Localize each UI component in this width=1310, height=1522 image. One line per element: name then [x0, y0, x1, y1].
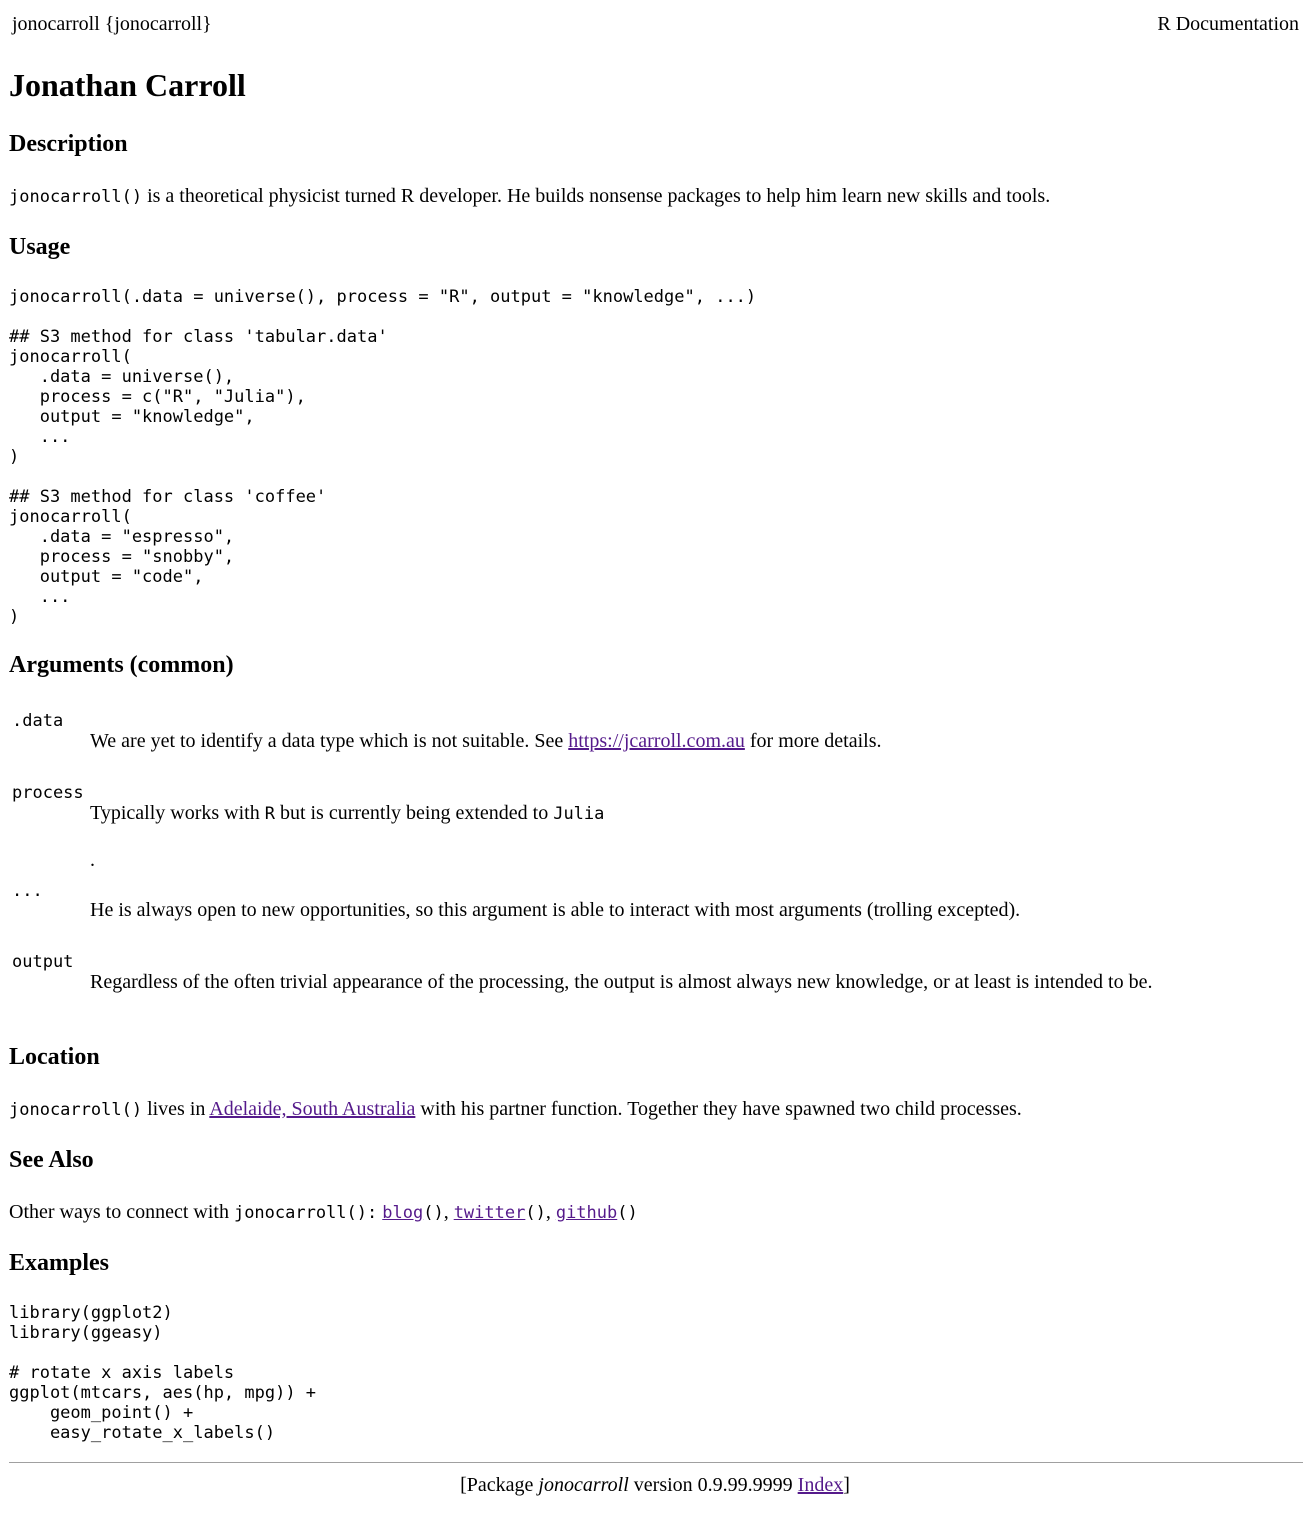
see-also-sep-2: ,	[545, 1201, 556, 1223]
header-r-documentation: R Documentation	[1157, 13, 1299, 35]
header-topic: jonocarroll {jonocarroll}	[12, 13, 212, 35]
arg-desc-process-dot: .	[90, 849, 95, 871]
description-code: jonocarroll()	[9, 187, 143, 207]
jcarroll-link[interactable]: https://jcarroll.com.au	[568, 730, 745, 752]
location-text	[9, 1098, 1022, 1121]
examples-code-block: library(ggplot2) library(ggeasy) # rotate x axis labels ggplot(mtcars, aes(hp, mpg)) + geom_point() + easy_rotate_x_labels()	[9, 1303, 317, 1443]
description-body: is a theoretical physicist turned R developer. He builds nonsense packages to help him learn new skills and tools.	[142, 185, 1051, 207]
see-also-text	[9, 1201, 638, 1224]
footer-close: ]	[843, 1474, 850, 1496]
github-parens: ()	[617, 1203, 638, 1223]
adelaide-link[interactable]: Adelaide, South Australia	[209, 1098, 416, 1120]
footer	[0, 1474, 1310, 1497]
arg-desc-process-code-julia: Julia	[553, 804, 605, 824]
location-text-before: lives in	[142, 1098, 210, 1120]
blog-link[interactable]: blog	[382, 1203, 424, 1223]
usage-code-block: jonocarroll(.data = universe(), process = "R", output = "knowledge", ...) ## S3 method for class 'tabular.data' jonocarroll( .data = universe(), process = c("R", "Julia"), output = "knowledge", ... ) ## S3 method for class 'coffee' jonocarroll( .data = "espresso", process = "snobby", output = "code", ... )	[9, 287, 757, 627]
page-title: Jonathan Carroll	[9, 67, 246, 103]
arg-desc-dots: He is always open to new opportunities, so this argument is able to interact with most arguments (trolling excepted).	[90, 899, 1021, 921]
location-code: jonocarroll()	[9, 1100, 143, 1120]
arguments-heading: Arguments (common)	[9, 652, 234, 678]
footer-divider	[9, 1462, 1303, 1463]
footer-package-name: jonocarroll	[538, 1474, 629, 1496]
location-heading: Location	[9, 1044, 100, 1070]
see-also-heading: See Also	[9, 1147, 94, 1173]
arg-desc-process-text-2: but is currently being extended to	[274, 802, 554, 824]
arg-desc-output: Regardless of the often trivial appearance of the processing, the output is almost always new knowledge, or at least is intended to be.	[90, 971, 1153, 993]
examples-heading: Examples	[9, 1250, 110, 1276]
footer-version: version 0.9.99.9999	[628, 1474, 798, 1496]
arg-name-output: output	[12, 952, 74, 972]
arg-desc-data-before: We are yet to identify a data type which is not suitable. See	[90, 730, 569, 752]
arg-desc-data-after: for more details.	[744, 730, 882, 752]
description-heading: Description	[9, 131, 128, 157]
footer-open: [Package	[460, 1474, 539, 1496]
see-also-intro: Other ways to connect with	[9, 1201, 234, 1223]
github-link[interactable]: github	[555, 1203, 618, 1223]
blog-parens: ()	[423, 1203, 444, 1223]
arg-desc-data	[90, 730, 882, 753]
twitter-link[interactable]: twitter	[453, 1203, 526, 1223]
arg-desc-process-text-1: Typically works with	[90, 802, 265, 824]
arg-name-dots: ...	[12, 881, 43, 901]
arg-name-process: process	[12, 783, 84, 803]
see-also-sep-1: ,	[443, 1201, 454, 1223]
usage-heading: Usage	[9, 234, 71, 260]
location-text-after: with his partner function. Together they have spawned two child processes.	[415, 1098, 1022, 1120]
arg-desc-process	[90, 802, 604, 825]
see-also-code: jonocarroll():	[233, 1203, 378, 1223]
arg-name-data: .data	[12, 711, 64, 731]
arg-desc-process-code-r: R	[264, 804, 275, 824]
twitter-parens: ()	[525, 1203, 546, 1223]
index-link[interactable]: Index	[797, 1474, 844, 1496]
description-text	[9, 185, 1050, 208]
